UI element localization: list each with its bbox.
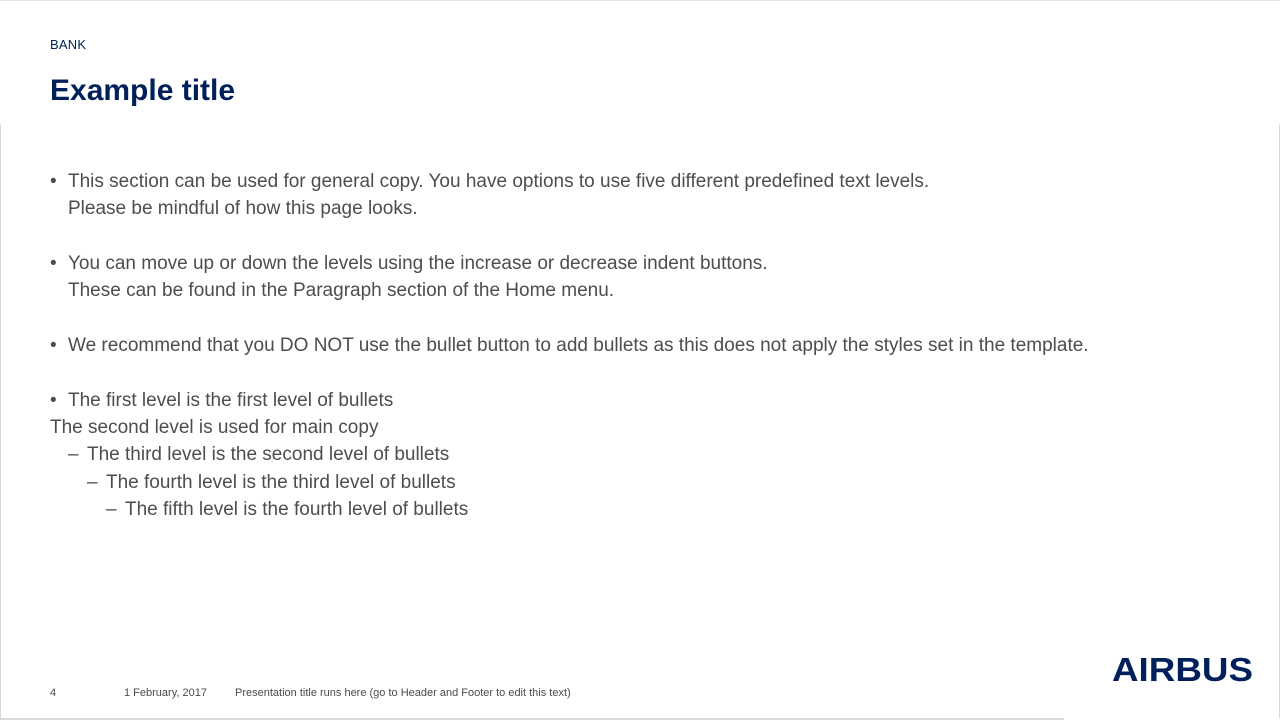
slide-border-left xyxy=(0,124,1,718)
bullet-text-continuation: These can be found in the Paragraph section of the Home menu. xyxy=(68,280,615,301)
bullet-item xyxy=(50,387,1200,414)
level-3-text: The third level is the second level of bullets xyxy=(87,444,450,465)
slide-body xyxy=(50,168,1200,523)
section-label: BANK xyxy=(50,37,87,52)
bullet-text: You can move up or down the levels using the increase or decrease indent buttons. xyxy=(68,253,768,274)
level-3-item xyxy=(50,441,1200,468)
bullet-text-continuation: Please be mindful of how this page looks. xyxy=(68,198,418,219)
slide-border-top xyxy=(0,0,1280,1)
airbus-logo xyxy=(1112,653,1253,685)
slide-title: Example title xyxy=(50,74,236,107)
bullet-dot: • xyxy=(50,390,57,411)
bullet-text: We recommend that you DO NOT use the bullet button to add bullets as this does not apply the styles set in the template. xyxy=(68,335,1089,356)
footer-page-number: 4 xyxy=(50,687,57,699)
bullet-dot: • xyxy=(50,171,57,192)
bullet-item xyxy=(50,250,1200,304)
bullet-text: This section can be used for general copy. You have options to use five different predefined text levels. xyxy=(68,171,930,192)
level-5-item xyxy=(50,496,1200,523)
logo-text: AIRBUS xyxy=(1112,653,1253,685)
dash-marker: – xyxy=(87,472,98,493)
footer-presentation-title: Presentation title runs here (go to Header and Footer to edit this text) xyxy=(235,687,571,699)
level-4-item xyxy=(50,469,1200,496)
level-2-text: The second level is used for main copy xyxy=(50,417,379,438)
bullet-item xyxy=(50,332,1200,359)
bullet-text: The first level is the first level of bullets xyxy=(68,390,394,411)
level-4-text: The fourth level is the third level of bullets xyxy=(106,472,456,493)
bullet-item xyxy=(50,168,1200,222)
bullet-dot: • xyxy=(50,335,57,356)
dash-marker: – xyxy=(106,499,117,520)
footer-date: 1 February, 2017 xyxy=(124,687,207,699)
level-5-text: The fifth level is the fourth level of bullets xyxy=(125,499,469,520)
dash-marker: – xyxy=(68,444,79,465)
bullet-dot: • xyxy=(50,253,57,274)
